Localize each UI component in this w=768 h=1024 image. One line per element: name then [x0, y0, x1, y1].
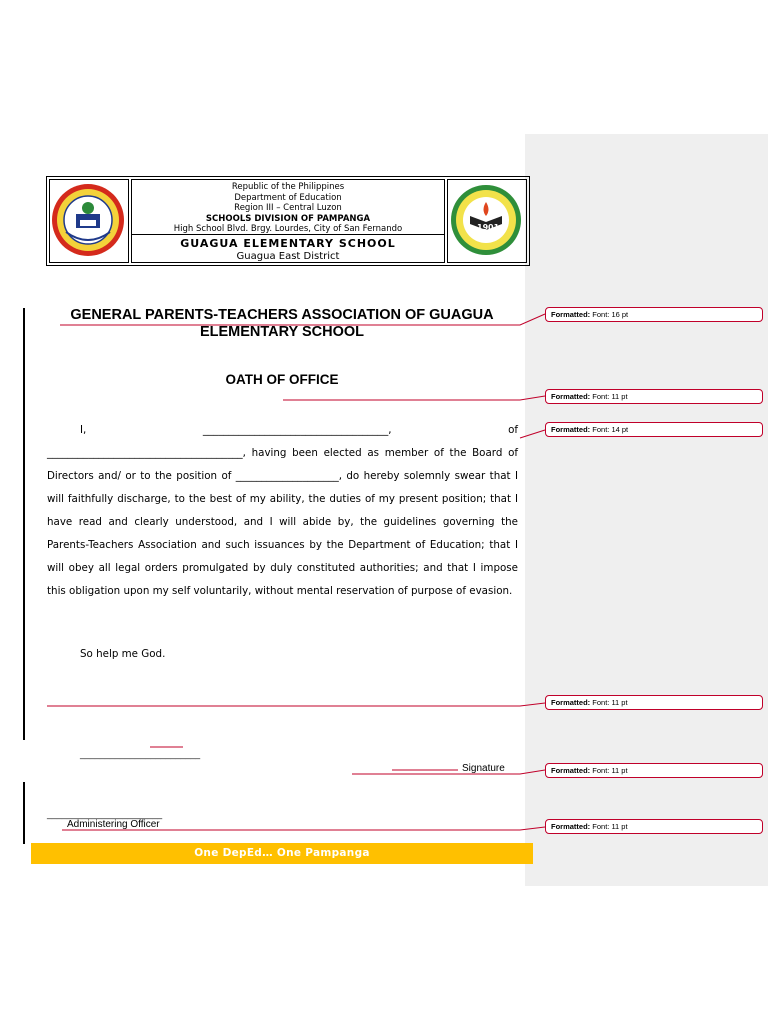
- closing-line: So help me God.: [80, 648, 166, 660]
- comment-detail: Font: 11 pt: [592, 698, 628, 707]
- title-line-1: GENERAL PARENTS-TEACHERS ASSOCIATION OF GUAGUA: [70, 307, 494, 323]
- signature-label: Signature: [462, 763, 505, 774]
- footer-slogan: One DepEd… One Pampanga: [194, 847, 370, 859]
- title-line-2: ELEMENTARY SCHOOL: [199, 324, 365, 340]
- document-subtitle: OATH OF OFFICE: [225, 372, 339, 387]
- comment-label: Formatted:: [551, 766, 591, 775]
- comment-detail: Font: 11 pt: [592, 822, 628, 831]
- district-name: Guagua East District: [236, 251, 340, 262]
- comment-detail: Font: 14 pt: [592, 425, 629, 434]
- comment-detail: Font: 11 pt: [592, 392, 628, 401]
- comment-label: Formatted:: [551, 392, 591, 401]
- division-name: SCHOOLS DIVISION OF PAMPANGA: [205, 213, 371, 224]
- oath-body: ______________________________________, having been elected as member of the Board of Directors and/ or to the position of ____________________, do hereby solemnly swear that I will faithfully discharge, to the best of my ability, the duties of my present position; that I have read and clearly understood, and I will abide by, the guidelines governing the Parents-Teachers Association and such issuances by the Department of Education; that I will obey all legal orders promulgated by duly constituted authorities; and that I impose this obligation upon my self voluntarily, without mental reservation of purpose of evasion.: [47, 447, 518, 597]
- school-name: GUAGUA ELEMENTARY SCHOOL: [180, 237, 396, 250]
- comment-label: Formatted:: [551, 822, 591, 831]
- header-line: Department of Education: [234, 192, 342, 203]
- header-line: Region III – Central Luzon: [234, 203, 342, 213]
- comment-detail: Font: 16 pt: [592, 310, 629, 319]
- comment-label: Formatted:: [551, 310, 591, 319]
- comment-label: Formatted:: [551, 425, 591, 434]
- header-line: Republic of the Philippines: [231, 182, 345, 192]
- comment-detail: Font: 11 pt: [592, 766, 628, 775]
- comment-label: Formatted:: [551, 698, 591, 707]
- signature-blank: ________________________: [80, 749, 201, 759]
- division-address: High School Blvd. Brgy. Lourdes, City of San Fernando: [173, 224, 403, 234]
- oath-start: I,: [80, 424, 87, 436]
- name-blank: ____________________________________,: [202, 424, 392, 436]
- seal-year-right: 01: [488, 223, 500, 232]
- officer-label: Administering Officer: [67, 819, 160, 830]
- seal-year-left: 19: [477, 223, 489, 232]
- oath-of: of: [508, 424, 518, 436]
- officer-blank: _______________________: [47, 809, 163, 819]
